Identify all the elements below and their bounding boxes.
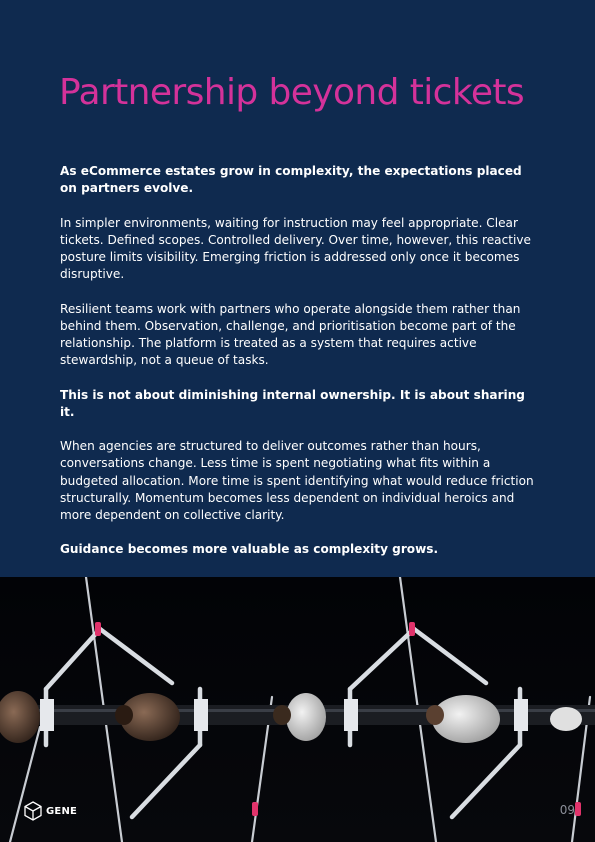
paragraph: When agencies are structured to deliver outcomes rather than hours, conversations change. Less time is spent negotiating what fits within a budgeted allocation. More time is spent identifying what would reduce friction structurally. Momentum becomes less dependent on individual heroics and more dependent on collective clarity.	[60, 439, 534, 522]
hexagon-cube-icon	[24, 801, 42, 821]
page-number: 09	[559, 803, 575, 817]
brand-logo	[24, 801, 77, 821]
brand-name: GENE	[46, 805, 78, 817]
paragraph: Guidance becomes more valuable as complexity grows.	[60, 542, 439, 557]
paragraph: Resilient teams work with partners who operate alongside them rather than behind them. Observation, challenge, and prioritisation become part of the relationship. The platform is treated as a system that requires active stewardship, not a queue of tasks.	[60, 301, 521, 368]
rowing-crew-photo	[0, 577, 595, 842]
page-title: Partnership beyond tickets	[59, 72, 525, 113]
body-text	[60, 163, 542, 576]
paragraph: In simpler environments, waiting for instruction may feel appropriate. Clear tickets. Defined scopes. Controlled delivery. Over time, however, this reactive posture limits visibility. Emerging friction is addressed only once it becomes disruptive.	[60, 215, 531, 282]
paragraph: As eCommerce estates grow in complexity, the expectations placed on partners evolve.	[60, 164, 522, 196]
paragraph: This is not about diminishing internal ownership. It is about sharing it.	[60, 387, 525, 419]
